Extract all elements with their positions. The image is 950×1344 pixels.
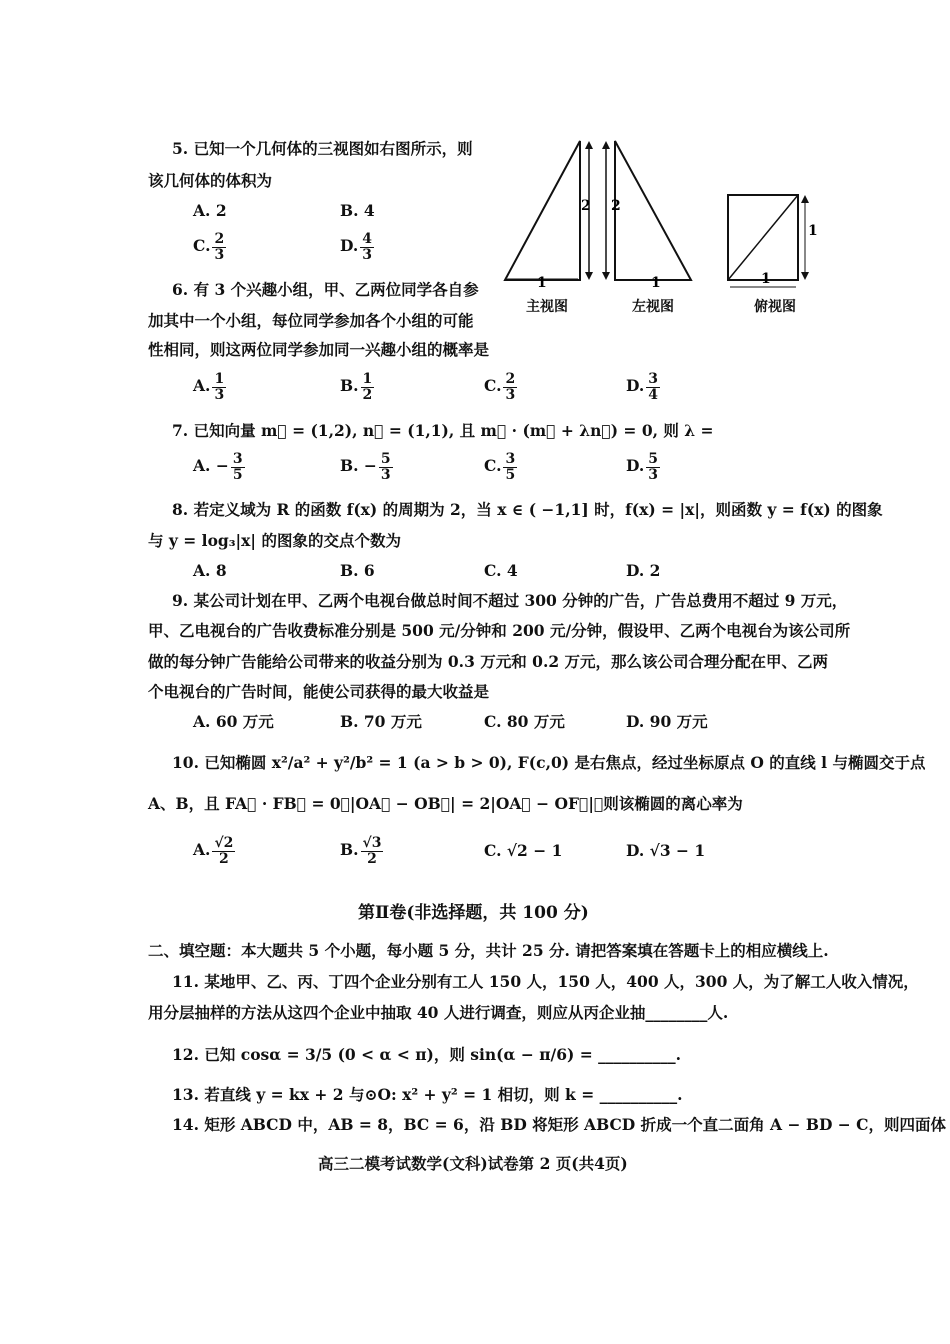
side-view-height-label: 2 <box>611 198 621 214</box>
q5-option-a: A. 2 <box>193 201 227 220</box>
front-view-label: 主视图 <box>526 299 568 315</box>
front-view-drawing <box>505 141 593 291</box>
q7-option-a: A. − $\frac{3}{5}$ <box>193 451 243 483</box>
q7-option-c: C. $\frac{3}{5}$ <box>484 451 516 483</box>
front-view-width-label: 1 <box>537 275 547 291</box>
q7-line1: 7. 已知向量 m⃗ = (1,2), n⃗ = (1,1), 且 m⃗ · (m⃗ + λn⃗) = 0, 则 λ = <box>172 421 714 440</box>
q8-option-b: B. 6 <box>340 561 375 580</box>
part2-intro: 二、填空题：本大题共 5 个小题，每小题 5 分，共计 25 分. 请把答案填在答题卡上的相应横线上. <box>148 941 829 960</box>
q11-line1: 11. 某地甲、乙、丙、丁四个企业分别有工人 150 人，150 人，400 人，300 人，为了解工人收入情况， <box>172 972 919 991</box>
q5-line2: 该几何体的体积为 <box>148 171 273 190</box>
q8-line2: 与 y = log₃|x| 的图象的交点个数为 <box>148 531 401 550</box>
q10-option-b: B. $\frac{√3}{2}$ <box>340 835 382 867</box>
q13: 13. 若直线 y = kx + 2 与⊙O: x² + y² = 1 相切，则 k = __________. <box>172 1085 683 1104</box>
side-view-drawing <box>602 141 691 291</box>
side-view-label: 左视图 <box>632 299 674 315</box>
top-view-drawing <box>728 195 818 287</box>
part2-title: 第Ⅱ卷(非选择题，共 100 分) <box>358 903 589 923</box>
q5-option-b: B. 4 <box>340 201 375 220</box>
q8-option-a: A. 8 <box>193 561 227 580</box>
q9-line2: 甲、乙电视台的广告收费标准分别是 500 元/分钟和 200 元/分钟，假设甲、乙两个电视台为该公司所 <box>148 621 851 640</box>
q7-option-b: B. − $\frac{5}{3}$ <box>340 451 391 483</box>
top-view-height-label: 1 <box>808 223 818 239</box>
q5-option-c: C. $\frac{2}{3}$ <box>193 231 225 263</box>
q10-line1: 10. 已知椭圆 x²/a² + y²/b² = 1 (a > b > 0), F(c,0) 是右焦点，经过坐标原点 O 的直线 l 与椭圆交于点 <box>172 753 926 772</box>
q6-option-a: A. $\frac{1}{3}$ <box>193 371 225 403</box>
q10-option-c: C. √2 − 1 <box>484 841 563 860</box>
q6-line1: 6. 有 3 个兴趣小组，甲、乙两位同学各自参 <box>172 280 479 299</box>
q6-line2: 加其中一个小组，每位同学参加各个小组的可能 <box>148 311 474 330</box>
q10-option-d: D. √3 − 1 <box>626 841 706 860</box>
top-view-label: 俯视图 <box>754 299 796 315</box>
q5-line1: 5. 已知一个几何体的三视图如右图所示，则 <box>172 139 473 158</box>
q8-option-d: D. 2 <box>626 561 661 580</box>
q10-line2: A、B，且 FA⃗ · FB⃗ = 0，|OA⃗ − OB⃗| = 2|OA⃗ − OF⃗|，则该椭圆的离心率为 <box>148 794 743 813</box>
side-view-width-label: 1 <box>651 275 661 291</box>
q9-line4: 个电视台的广告时间，能使公司获得的最大收益是 <box>148 682 490 701</box>
q11-line2: 用分层抽样的方法从这四个企业中抽取 40 人进行调查，则应从丙企业抽________人. <box>148 1003 729 1022</box>
q9-option-d: D. 90 万元 <box>626 712 708 731</box>
q12: 12. 已知 cosα = 3/5 (0 < α < π)，则 sin(α − π/6) = __________. <box>172 1045 682 1064</box>
q6-option-b: B. $\frac{1}{2}$ <box>340 371 373 403</box>
page-footer: 高三二模考试数学(文科)试卷第 2 页(共4页) <box>318 1154 628 1173</box>
q5-option-d: D. $\frac{4}{3}$ <box>340 231 373 263</box>
q6-option-c: C. $\frac{2}{3}$ <box>484 371 516 403</box>
q6-option-d: D. $\frac{3}{4}$ <box>626 371 659 403</box>
q7-option-d: D. $\frac{5}{3}$ <box>626 451 659 483</box>
q9-option-c: C. 80 万元 <box>484 712 565 731</box>
front-view-height-label: 2 <box>581 198 591 214</box>
top-view-width-label: 1 <box>761 271 771 287</box>
q9-option-b: B. 70 万元 <box>340 712 422 731</box>
q9-line3: 做的每分钟广告能给公司带来的收益分别为 0.3 万元和 0.2 万元，那么该公司合理分配在甲、乙两 <box>148 652 829 671</box>
q9-line1: 9. 某公司计划在甲、乙两个电视台做总时间不超过 300 分钟的广告，广告总费用不超过 9 万元， <box>172 591 848 610</box>
q14: 14. 矩形 ABCD 中，AB = 8，BC = 6，沿 BD 将矩形 ABCD 折成一个直二面角 A − BD − C，则四面体 <box>172 1115 947 1134</box>
q6-line3: 性相同，则这两位同学参加同一兴趣小组的概率是 <box>148 340 490 359</box>
q8-line1: 8. 若定义域为 R 的函数 f(x) 的周期为 2，当 x ∈ ( −1,1] 时，f(x) = |x|，则函数 y = f(x) 的图象 <box>172 500 883 519</box>
q9-option-a: A. 60 万元 <box>193 712 274 731</box>
q8-option-c: C. 4 <box>484 561 518 580</box>
three-view-figure <box>495 135 835 320</box>
q10-option-a: A. $\frac{√2}{2}$ <box>193 835 234 867</box>
